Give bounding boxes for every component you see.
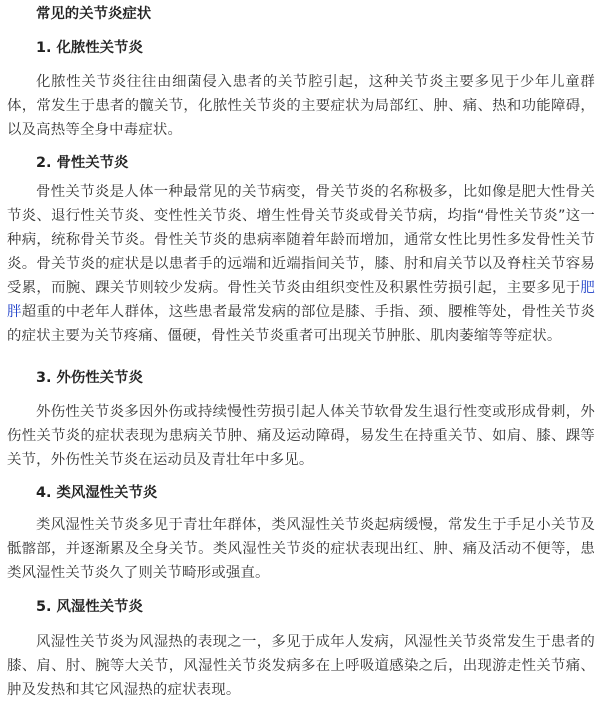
section-paragraph-traumatic: 外伤性关节炎多因外伤或持续慢性劳损引起人体关节软骨发生退行性变或形成骨刺，外伤性关节炎的症状表现为患病关节肿、痛及运动障碍，易发生在持重关节、如肩、膝、踝等关节，外伤性关节炎在运动员及青壮年中多见。	[7, 404, 595, 468]
section-paragraph-suppurative: 化脓性关节炎往往由细菌侵入患者的关节腔引起，这种关节炎主要多见于少年儿童群体，常发生于患者的髋关节，化脓性关节炎的主要症状为局部红、肿、痛、热和功能障碍，以及高热等全身中毒症状。	[7, 74, 595, 138]
paragraph-text-after-link: 超重的中老年人群体，这些患者最常发病的部位是膝、手指、颈、腰椎等处，骨性关节炎的症状主要为关节疼痛、僵硬，骨性关节炎重者可出现关节肿胀、肌肉萎缩等等症状。	[7, 304, 595, 344]
section-paragraph-osteoarthritis	[7, 180, 595, 348]
paragraph-text-before-link: 骨性关节炎是人体一种最常见的关节病变，骨关节炎的名称极多，比如像是肥大性骨关节炎、退行性关节炎、变性性关节炎、增生性骨关节炎或骨关节病，均指“骨性关节炎”这一种病，统称骨关节炎。骨性关节炎的患病率随着年龄而增加，通常女性比男性多发骨性关节炎。骨关节炎的症状是以患者手的远端和近端指间关节，膝、肘和肩关节以及脊柱关节容易受累，而腕、踝关节则较少发病。骨性关节炎由组织变性及积累性劳损引起，主要多见于	[7, 184, 595, 296]
section-heading-traumatic: 3. 外伤性关节炎	[36, 370, 143, 386]
section-heading-rheumatoid: 4. 类风湿性关节炎	[36, 485, 158, 501]
section-heading-rheumatic: 5. 风湿性关节炎	[36, 599, 143, 615]
section-heading-osteoarthritis: 2. 骨性关节炎	[36, 155, 129, 171]
section-paragraph-rheumatic: 风湿性关节炎为风湿热的表现之一，多见于成年人发病，风湿性关节炎常发生于患者的膝、肩、肘、腕等大关节，风湿性关节炎发病多在上呼吸道感染之后，出现游走性关节痛、肿及发热和其它风湿热的症状表现。	[7, 634, 595, 698]
section-heading-suppurative: 1. 化脓性关节炎	[36, 40, 143, 56]
obesity-link[interactable]: 肥胖	[7, 280, 595, 320]
section-paragraph-rheumatoid: 类风湿性关节炎多见于青壮年群体，类风湿性关节炎起病缓慢，常发生于手足小关节及骶髂部，并逐渐累及全身关节。类风湿性关节炎的症状表现出红、肿、痛及活动不便等，患类风湿性关节炎久了则关节畸形或强直。	[7, 517, 595, 581]
article-title: 常见的关节炎症状	[36, 6, 152, 22]
